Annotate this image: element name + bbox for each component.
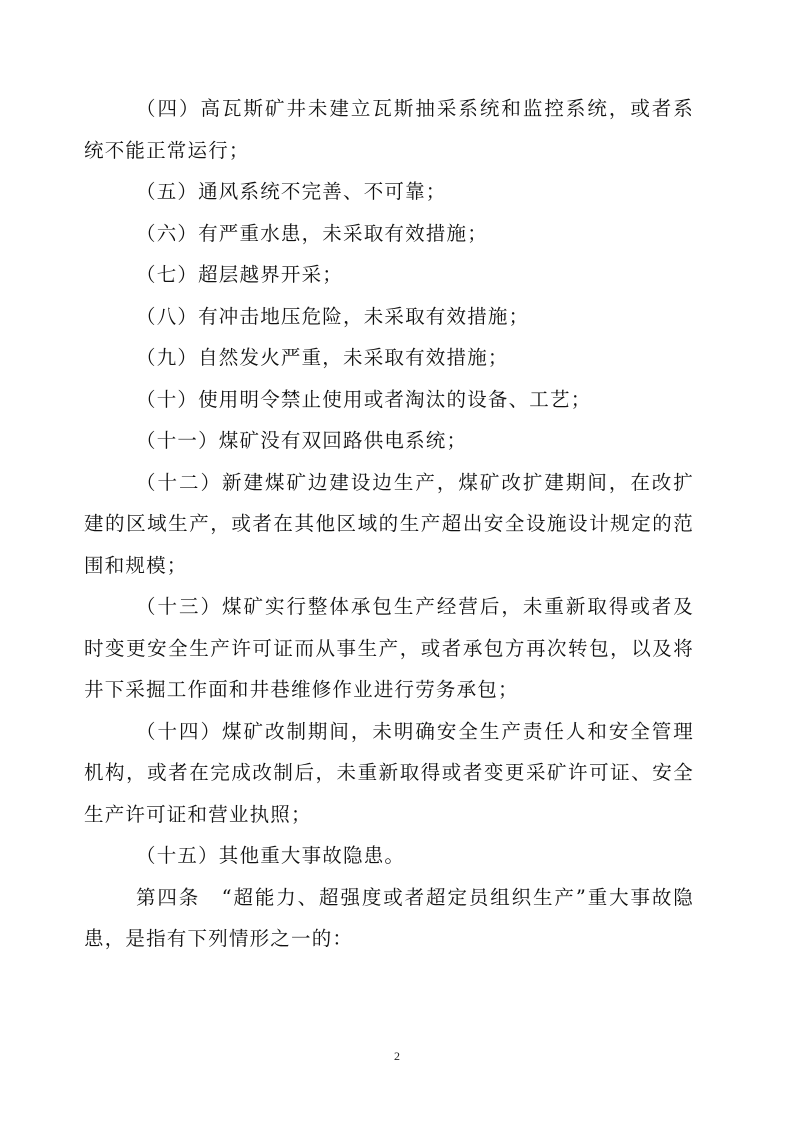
paragraph-item-13: （十三）煤矿实行整体承包生产经营后，未重新取得或者及时变更安全生产许可证而从事生产，或者承包方再次转包，以及将井下采掘工作面和井巷维修作业进行劳务承包； [84,595,694,701]
paragraph-item-8: （八）有冲击地压危险，未采取有效措施； [136,304,530,328]
paragraph-item-11: （十一）煤矿没有双回路供电系统； [136,429,468,452]
paragraph-item-6: （六）有严重水患，未采取有效措施； [136,221,488,245]
paragraph-item-10: （十）使用明令禁止使用或者淘汰的设备、工艺； [136,387,592,411]
paragraph-item-12: （十二）新建煤矿边建设边生产，煤矿改扩建期间，在改扩建的区域生产，或者在其他区域的生产超出安全设施设计规定的范围和规模； [84,470,694,577]
page-number: 2 [394,1049,400,1063]
article-4-heading: 第四条 “超能力、超强度或者超定员组织生产”重大事故隐患，是指有下列情形之一的： [84,885,694,950]
document-body [84,88,694,960]
paragraph-item-9: （九）自然发火严重，未采取有效措施； [136,346,509,369]
paragraph-item-7: （七）超层越界开采； [136,263,344,286]
paragraph-item-4: （四）高瓦斯矿井未建立瓦斯抽采系统和监控系统，或者系统不能正常运行； [84,97,694,162]
paragraph-item-14: （十四）煤矿改制期间，未明确安全生产责任人和安全管理机构，或者在完成改制后，未重新取得或者变更采矿许可证、安全生产许可证和营业执照； [84,719,694,826]
paragraph-item-5: （五）通风系统不完善、不可靠； [136,180,447,203]
paragraph-item-15: （十五）其他重大事故隐患。 [136,844,406,867]
